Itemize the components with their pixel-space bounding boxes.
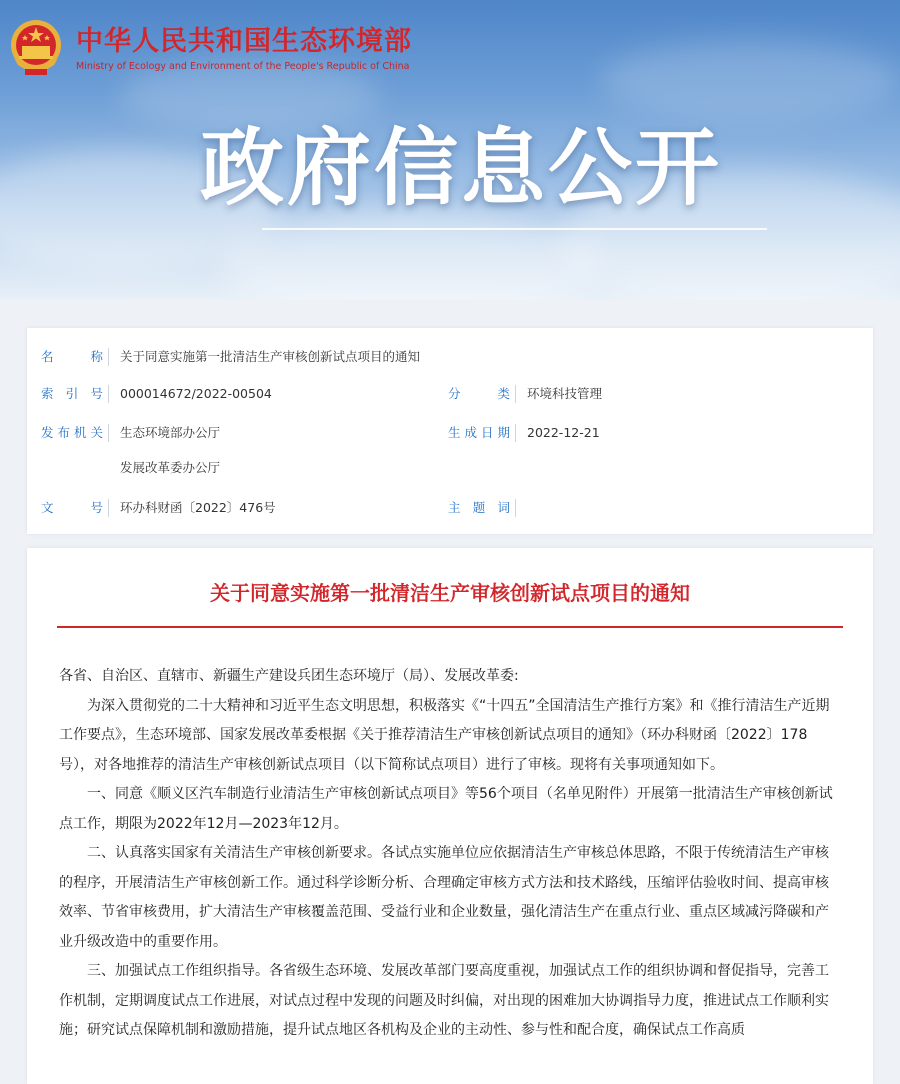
meta-separator bbox=[108, 424, 109, 442]
meta-value-issuer-2: 发展改革委办公厅 bbox=[120, 460, 221, 475]
banner-title: 政府信息公开 bbox=[200, 119, 723, 217]
meta-separator bbox=[108, 499, 109, 517]
meta-value-date: 2022-12-21 bbox=[527, 425, 600, 440]
document-content-panel bbox=[27, 548, 873, 1084]
meta-separator bbox=[515, 424, 516, 442]
document-paragraph: 为深入贯彻党的二十大精神和习近平生态文明思想，积极落实《“十四五”全国清洁生产推行方案》和《推行清洁生产近期工作要点》，生态环境部、国家发展改革委根据《关于推荐清洁生产审核创新试点项目的通知》（环办科财函〔2022〕178号），对各地推荐的清洁生产审核创新试点项目（以下简称试点项目）进行了审核。现将有关事项通知如下。 bbox=[59, 697, 830, 773]
meta-row-issuer bbox=[27, 421, 873, 445]
document-salutation: 各省、自治区、直辖市、新疆生产建设兵团生态环境厅（局）、发展改革委: bbox=[59, 668, 519, 684]
meta-separator bbox=[515, 499, 516, 517]
ministry-name-en: Ministry of Ecology and Environment of the People's Republic of China bbox=[76, 61, 410, 72]
meta-separator bbox=[515, 385, 516, 403]
document-body bbox=[59, 662, 841, 1046]
document-title: 关于同意实施第一批清洁生产审核创新试点项目的通知 bbox=[210, 581, 690, 605]
title-divider bbox=[57, 626, 843, 628]
meta-separator bbox=[108, 385, 109, 403]
meta-value-index: 000014672/2022-00504 bbox=[120, 386, 272, 401]
document-paragraph: 二、认真落实国家有关清洁生产审核创新要求。各试点实施单位应依据清洁生产审核总体思路，不限于传统清洁生产审核的程序，开展清洁生产审核创新工作。通过科学诊断分析、合理确定审核方式方法和技术路线，压缩评估验收时间、提高审核效率、节省审核费用，扩大清洁生产审核覆盖范围、受益行业和企业数量，强化清洁生产在重点行业、重点区域减污降碳和产业升级改造中的重要作用。 bbox=[59, 845, 829, 950]
meta-label-index: 索 引 号 bbox=[41, 386, 103, 401]
national-emblem-icon bbox=[8, 18, 64, 80]
meta-row-index bbox=[27, 382, 873, 406]
document-paragraph: 三、加强试点工作组织指导。各省级生态环境、发展改革部门要高度重视，加强试点工作的组织协调和督促指导，完善工作机制，定期调度试点工作进展，对试点过程中发现的问题及时纠偏，对出现的困难加大协调指导力度，推进试点工作顺利实施；研究试点保障机制和激励措施，提升试点地区各机构及企业的主动性、参与性和配合度，确保试点工作高质 bbox=[59, 963, 829, 1038]
meta-separator bbox=[108, 348, 109, 366]
meta-label-date: 生成日期 bbox=[448, 425, 510, 440]
meta-value-name: 关于同意实施第一批清洁生产审核创新试点项目的通知 bbox=[120, 349, 421, 364]
meta-value-docno: 环办科财函〔2022〕476号 bbox=[120, 500, 276, 515]
ministry-logo[interactable] bbox=[8, 14, 412, 84]
meta-value-category: 环境科技管理 bbox=[527, 386, 603, 401]
document-metadata-panel bbox=[27, 328, 873, 534]
meta-label-issuer: 发布机关 bbox=[41, 425, 103, 440]
meta-label-name: 名 称 bbox=[41, 349, 103, 364]
meta-value-issuer-1: 生态环境部办公厅 bbox=[120, 425, 221, 440]
meta-row-issuer-2 bbox=[27, 456, 873, 480]
meta-label-keywords: 主 题 词 bbox=[448, 500, 510, 515]
ministry-name-cn: 中华人民共和国生态环境部 bbox=[76, 26, 412, 57]
meta-row-name bbox=[27, 345, 873, 369]
page-header-banner bbox=[0, 0, 900, 300]
meta-label-category: 分 类 bbox=[448, 386, 510, 401]
banner-divider bbox=[262, 228, 767, 230]
meta-row-docno bbox=[27, 496, 873, 520]
meta-label-docno: 文 号 bbox=[41, 500, 103, 515]
document-paragraph: 一、同意《顺义区汽车制造行业清洁生产审核创新试点项目》等56个项目（名单见附件）开展第一批清洁生产审核创新试点工作，期限为2022年12月—2023年12月。 bbox=[59, 786, 833, 832]
